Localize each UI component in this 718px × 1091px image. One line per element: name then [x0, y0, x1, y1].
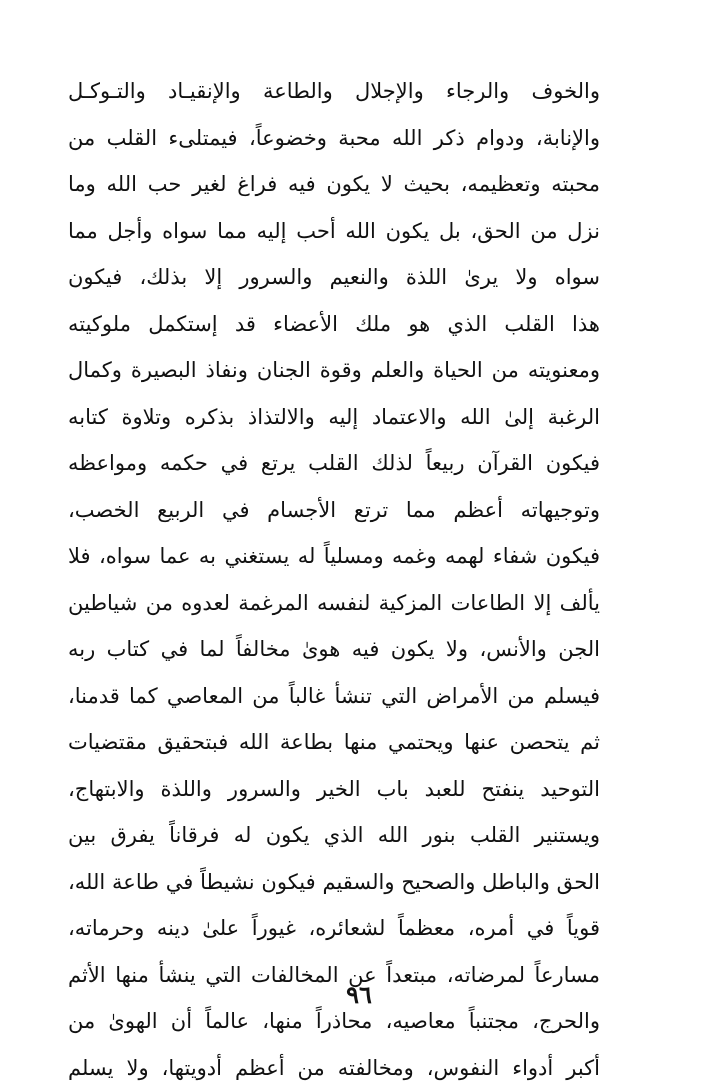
text-line: التوحيد ينفتح للعبد باب الخير والسرور واللذة والابتهاج، [68, 776, 600, 801]
text-line: والخوف والرجاء والإجلال والطاعة والإنقيـاد والتـوكـل [68, 79, 600, 103]
text-line: سواه ولا يرىٰ اللذة والنعيم والسرور إلا بذلك، فيكون [68, 265, 600, 289]
text-line: نزل من الحق، بل يكون الله أحب إليه مما سواه وأجل مما [68, 218, 600, 243]
page-number: ٩٦ [346, 980, 372, 1009]
text-line: قوياً في أمره، معظماً لشعائره، غيوراً علىٰ دينه وحرماته، [68, 916, 600, 940]
text-line: والحرج، مجتنباً معاصيه، محاذراً منها، عالماً أن الهوىٰ من [68, 1009, 600, 1033]
text-line: ثم يتحصن عنها ويحتمي منها بطاعة الله فبتحقيق مقتضيات [68, 730, 600, 754]
text-line: فيسلم من الأمراض التي تنشأ غالباً من المعاصي كما قدمنا، [68, 683, 600, 708]
text-line: فيكون شفاء لهمه وغمه ومسلياً له يستغني به عما سواه، فلا [68, 544, 600, 568]
text-line: وتوجيهاته أعظم مما ترتع الأجسام في الربيع الخصب، [68, 497, 600, 522]
text-line: هذا القلب الذي هو ملك الأعضاء قد إستكمل ملوكيته [68, 311, 600, 336]
text-line: الحق والباطل والصحيح والسقيم فيكون نشيطاً في طاعة الله، [68, 869, 600, 894]
text-line: الجن والأنس، ولا يكون فيه هوىٰ مخالفاً لما في كتاب ربه [68, 637, 600, 661]
body-text [68, 68, 600, 1091]
text-line: ويستنير القلب بنور الله الذي يكون له فرقاناً يفرق بين [68, 823, 600, 847]
text-line: يألف إلا الطاعات المزكية لنفسه المرغمة لعدوه من شياطين [68, 590, 600, 615]
text-line: ومعنويته من الحياة والعلم وقوة الجنان ونفاذ البصيرة وكمال [68, 358, 600, 382]
text-line: فيكون القرآن ربيعاً لذلك القلب يرتع في حكمه ومواعظه [68, 451, 600, 475]
text-line: والإنابة، ودوام ذكر الله محبة وخضوعاً، فيمتلىء القلب من [68, 125, 600, 150]
text-line: مسارعاً لمرضاته، مبتعداً عن المخالفات التي ينشأ منها الأثم [68, 962, 600, 987]
text-line: الرغبة إلىٰ الله والاعتماد إليه والالتذاذ بذكره وتلاوة كتابه [68, 404, 600, 429]
text-line: محبته وتعظيمه، بحيث لا يكون فيه فراغ لغير حب الله وما [68, 172, 600, 196]
text-line: أكبر أدواء النفوس، ومخالفته من أعظم أدويتها، ولا يسلم [68, 1055, 600, 1080]
